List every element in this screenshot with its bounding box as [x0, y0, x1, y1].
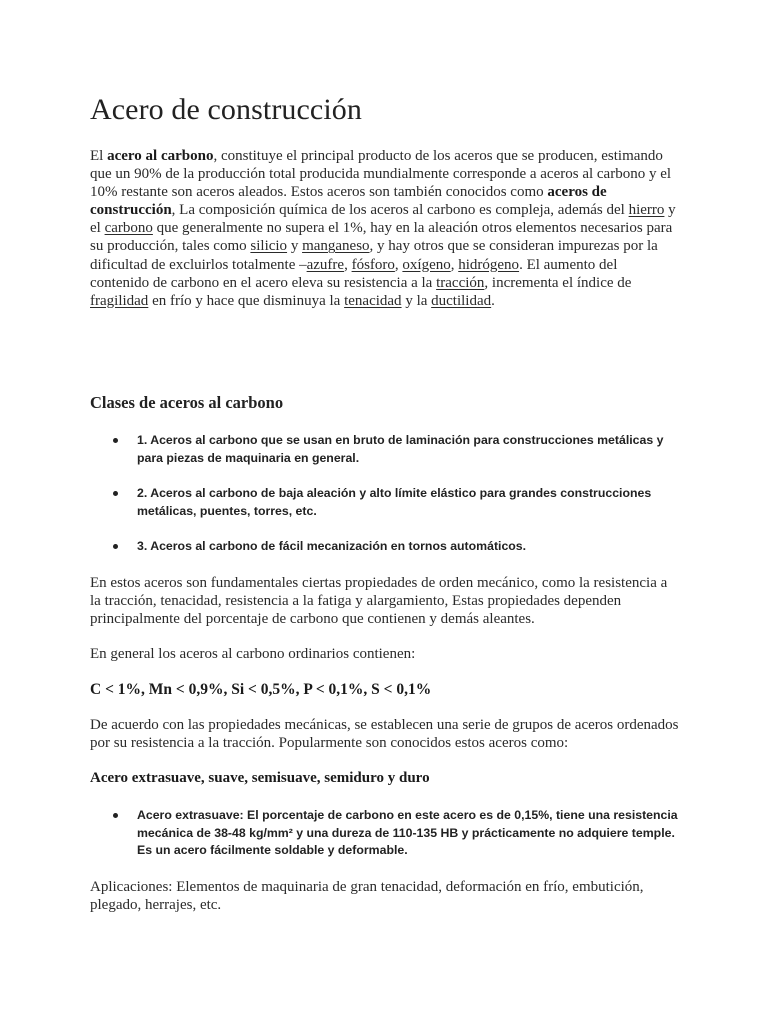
intro-text: y	[287, 238, 303, 255]
link-hierro[interactable]: hierro	[628, 202, 665, 219]
list-item	[110, 538, 680, 556]
composition-formula: C < 1%, Mn < 0,9%, Si < 0,5%, P < 0,1%, S < 0,1%	[90, 681, 432, 698]
list-item-text: 1. Aceros al carbono que se usan en bruto de laminación para construcciones metálicas y para piezas de maquinaria en general.	[137, 433, 664, 465]
intro-text: y el	[90, 202, 676, 237]
intro-text: , constituye el principal producto de los aceros que se producen, estimando que un 90% de la producción total producida mundialmente corresponde a aceros al carbono y el 10% restante son aceros aleados. Estos aceros son también conocidos como	[90, 148, 672, 201]
classes-list	[110, 485, 680, 520]
list-item	[110, 807, 680, 860]
section-heading-clases: Clases de aceros al carbono	[90, 393, 284, 412]
link-silicio[interactable]: silicio	[250, 238, 288, 255]
link-carbono[interactable]: carbono	[104, 220, 153, 237]
intro-paragraph	[90, 147, 680, 310]
link-manganeso[interactable]: manganeso	[302, 238, 370, 255]
paragraph-applications: Aplicaciones: Elementos de maquinaria de gran tenacidad, deformación en frío, embutición, plegado, herrajes, etc.	[90, 879, 644, 914]
document-title: Acero de construcción	[90, 93, 362, 126]
intro-text: que generalmente no supera el 1%, hay en la aleación otros elementos necesarios para su producción, tales como	[90, 220, 673, 255]
intro-text: , La composición química de los aceros al carbono es compleja, además del	[171, 202, 629, 219]
intro-text: . El aumento del contenido de carbono en el acero eleva su resistencia a la	[90, 256, 618, 291]
link-fosforo[interactable]: fósforo	[351, 256, 395, 273]
link-fragilidad[interactable]: fragilidad	[90, 292, 149, 309]
bullet-icon	[113, 438, 118, 443]
paragraph-general: En general los aceros al carbono ordinarios contienen:	[90, 646, 416, 662]
intro-text: ,	[394, 256, 403, 273]
classes-list	[110, 538, 680, 556]
classes-list	[110, 432, 680, 467]
intro-text: , incrementa el índice de	[484, 274, 632, 291]
link-hidrogeno[interactable]: hidrógeno	[458, 256, 520, 273]
intro-bold-acero-al-carbono: acero al carbono	[107, 148, 214, 164]
steel-types-heading: Acero extrasuave, suave, semisuave, semiduro y duro	[90, 770, 430, 786]
intro-text: ,	[450, 256, 459, 273]
link-ductilidad[interactable]: ductilidad	[431, 292, 492, 309]
link-oxigeno[interactable]: oxígeno	[402, 256, 451, 273]
bullet-icon	[113, 491, 118, 496]
intro-bold-aceros-de-construccion: aceros de construcción	[90, 184, 607, 219]
intro-text: El	[90, 148, 108, 164]
types-list	[110, 807, 680, 860]
paragraph-properties: En estos aceros son fundamentales ciertas propiedades de orden mecánico, como la resistencia a la tracción, tenacidad, resistencia a la fatiga y alargamiento, Estas propiedades dependen principalmente del porcentaje de carbono que contienen y demás aleantes.	[90, 575, 668, 628]
intro-text: .	[491, 292, 495, 309]
list-item	[110, 432, 680, 467]
intro-text: en frío y hace que disminuya la	[148, 292, 345, 309]
list-item	[110, 485, 680, 520]
bullet-icon	[113, 544, 118, 549]
link-azufre[interactable]: azufre	[306, 256, 345, 273]
intro-text: y la	[401, 292, 432, 309]
list-item-text: 3. Aceros al carbono de fácil mecanización en tornos automáticos.	[137, 539, 527, 553]
intro-text: ,	[344, 256, 352, 273]
link-traccion[interactable]: tracción	[436, 274, 485, 291]
list-item-text: Acero extrasuave: El porcentaje de carbono en este acero es de 0,15%, tiene una resistencia mecánica de 38-48 kg/mm² y una dureza de 110-135 HB y prácticamente no adquiere temple. Es un acero fácilmente soldable y deformable.	[137, 808, 678, 857]
list-item-text: 2. Aceros al carbono de baja aleación y alto límite elástico para grandes construcciones metálicas, puentes, torres, etc.	[137, 486, 652, 518]
paragraph-groups: De acuerdo con las propiedades mecánicas, se establecen una serie de grupos de aceros ordenados por su resistencia a la tracción. Popularmente son conocidos estos aceros como:	[90, 717, 679, 752]
link-tenacidad[interactable]: tenacidad	[344, 292, 402, 309]
bullet-icon	[113, 813, 118, 818]
intro-text: , y hay otros que se consideran impurezas por la dificultad de excluirlos totalmente –	[90, 238, 658, 273]
